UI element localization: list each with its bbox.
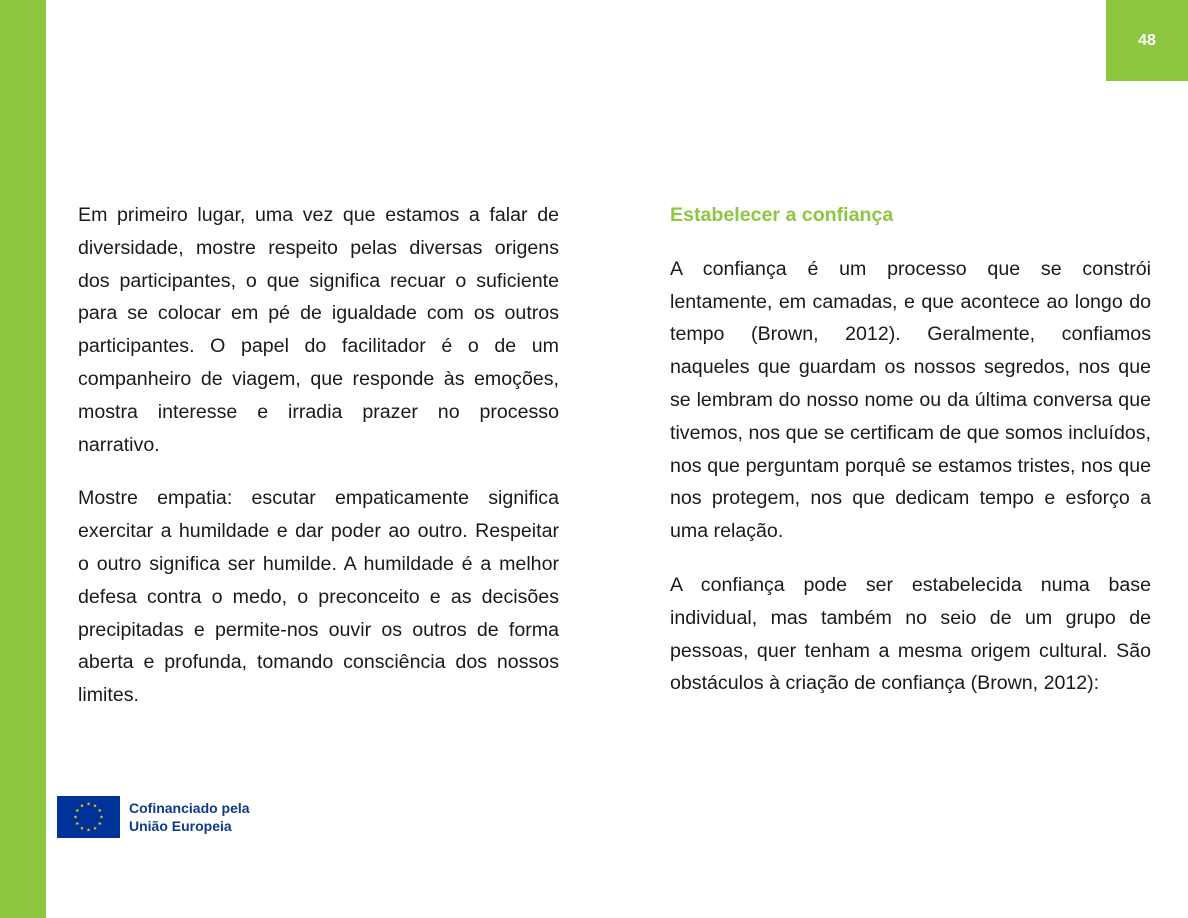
- section-heading: Estabelecer a confiança: [670, 204, 894, 226]
- eu-text-line-1: Cofinanciado pela: [129, 800, 250, 816]
- eu-cofunding-logo: [57, 796, 250, 838]
- eu-cofunding-text: [129, 799, 250, 835]
- paragraph: Em primeiro lugar, uma vez que estamos a falar de diversidade, mostre respeito pelas diversas origens dos participantes, o que significa recuar o suficiente para se colocar em pé de igualdade com os outros participantes. O papel do facilitador é o de um companheiro de viagem, que responde às emoções, mostra interesse e irradia prazer no processo narrativo.: [78, 204, 559, 456]
- paragraph: A confiança é um processo que se constrói lentamente, em camadas, e que acontece ao longo do tempo (Brown, 2012). Geralmente, confiamos naqueles que guardam os nossos segredos, nos que se lembram do nosso nome ou da última conversa que tivemos, nos que se certificam de que somos incluídos, nos que perguntam porquê se estamos tristes, nos que nos protegem, nos que dedicam tempo e esforço a uma relação.: [670, 257, 1151, 543]
- eu-text-line-2: União Europeia: [129, 818, 232, 834]
- left-column: [78, 199, 559, 733]
- right-column: [670, 199, 1151, 721]
- page-number: 48: [1106, 0, 1188, 81]
- left-accent-bar: [0, 0, 46, 918]
- eu-flag-icon: [57, 796, 120, 838]
- paragraph: A confiança pode ser estabelecida numa base individual, mas também no seio de um grupo de pessoas, quer tenham a mesma origem cultural. São obstáculos à criação de confiança (Brown, 2012):: [670, 573, 1151, 695]
- paragraph: Mostre empatia: escutar empaticamente significa exercitar a humildade e dar poder ao outro. Respeitar o outro significa ser humilde. A humildade é a melhor defesa contra o medo, o preconceito e as decisões precipitadas e permite-nos ouvir os outros de forma aberta e profunda, tomando consciência dos nossos limites.: [78, 487, 559, 707]
